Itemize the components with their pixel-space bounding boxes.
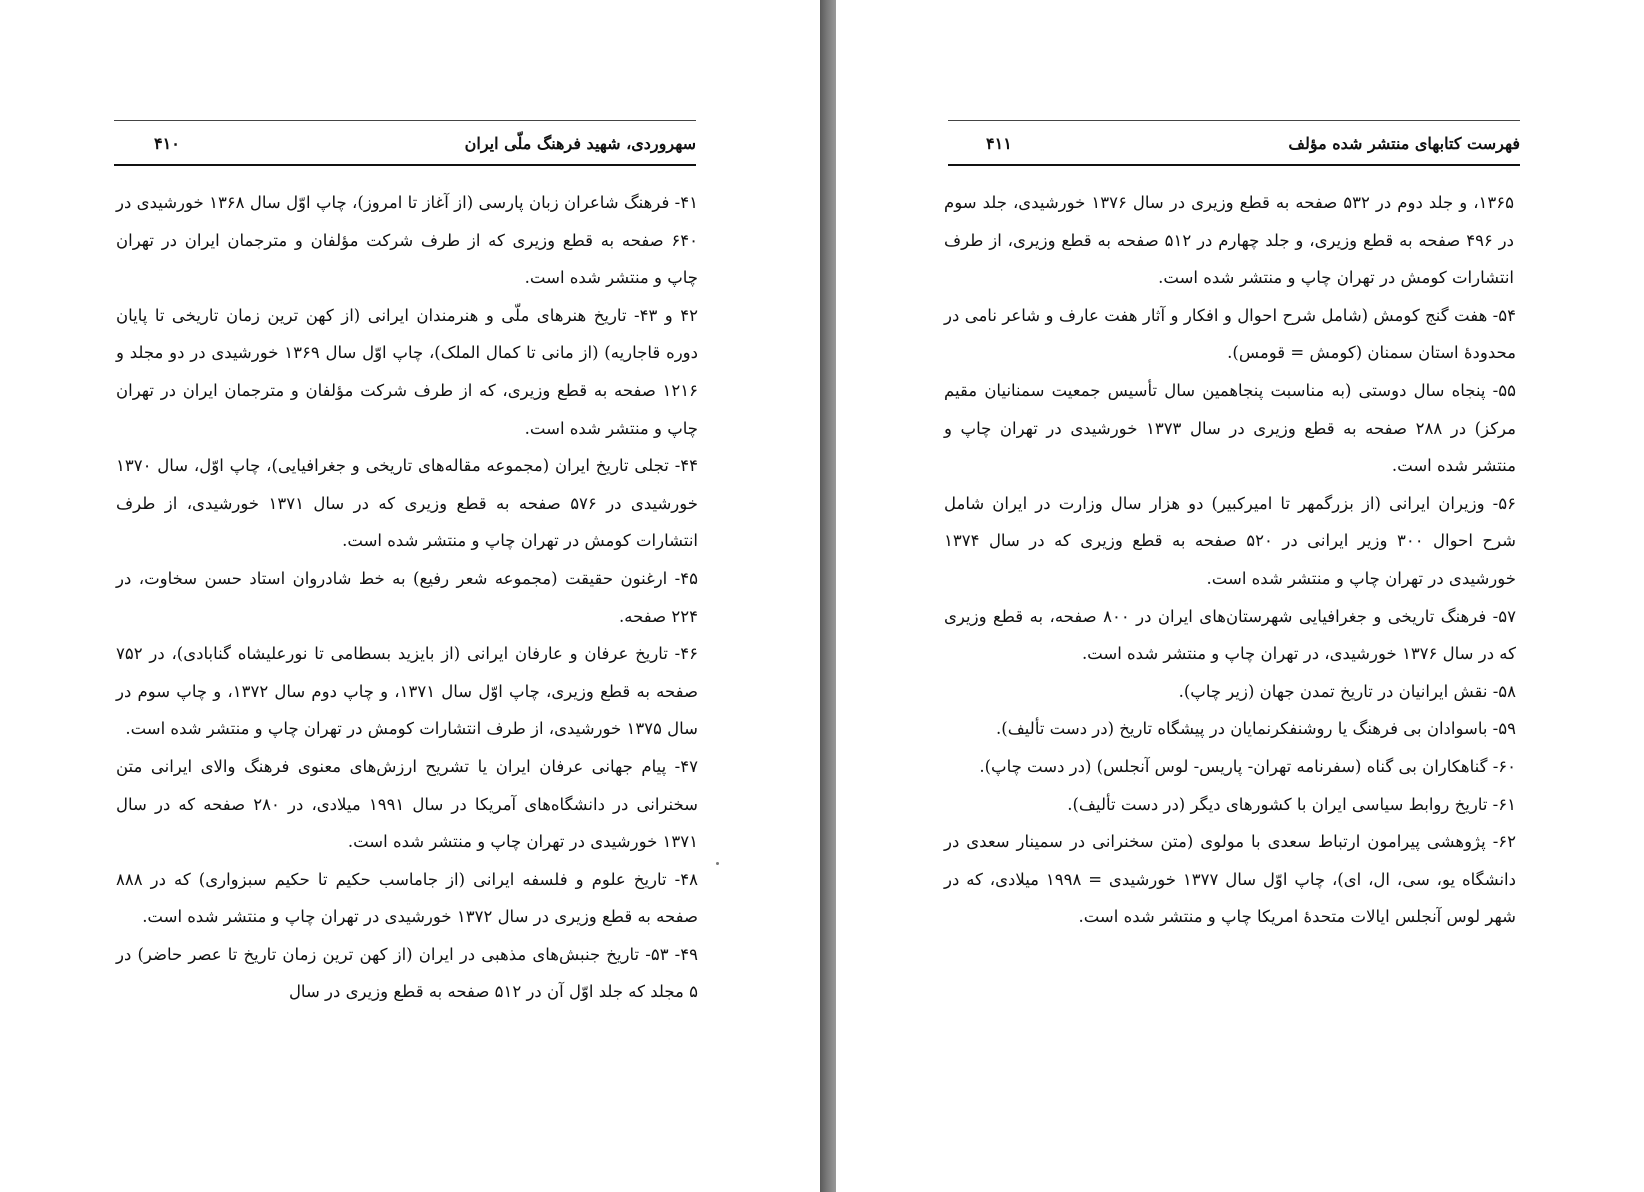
running-head-left: [114, 126, 696, 166]
bibliography-entry-61: ۶۱- تاریخ روابط سیاسی ایران با کشورهای دیگر (در دست تألیف).: [1067, 794, 1516, 814]
left-page: [0, 0, 820, 1192]
top-rule: [114, 120, 696, 121]
scan-speck: [716, 862, 719, 865]
book-gutter: [820, 0, 836, 1192]
bibliography-entry-55: ۵۵- پنجاه سال دوستی (به مناسبت پنجاهمین سال تأسیس جمعیت سمنانیان مقیم مرکز) در ۲۸۸ صفحه به قطع وزیری در سال ۱۳۷۳ خورشیدی در تهران چاپ و منتشر شده است.: [944, 380, 1516, 476]
page-number: ۴۱۱: [986, 134, 1012, 153]
running-head-title: فهرست کتابهای منتشر شده مؤلف: [1288, 134, 1520, 153]
bibliography-entry-56: ۵۶- وزیران ایرانی (از بزرگمهر تا امیرکبیر) دو هزار سال وزارت در ایران شامل شرح احوال ۳۰۰ وزیر ایرانی در ۵۲۰ صفحه به قطع وزیری که در سال ۱۳۷۴ خورشیدی در تهران چاپ و منتشر شده است.: [944, 493, 1516, 588]
running-head-title: سهروردی، شهید فرهنگ ملّی ایران: [464, 134, 696, 153]
bibliography-entry-54: ۵۴- هفت گنج کومش (شامل شرح احوال و افکار و آثار هفت عارف و شاعر نامی در محدودهٔ استان سمنان (کومش = قومس).: [944, 305, 1516, 363]
top-rule: [948, 120, 1520, 121]
right-page-body: [944, 184, 1516, 936]
bibliography-entry-45: ۴۵- ارغنون حقیقت (مجموعه شعر رفیع) به خط شادروان استاد حسن سخاوت، در ۲۲۴ صفحه.: [116, 568, 698, 626]
bibliography-entry-47: ۴۷- پیام جهانی عرفان ایران یا تشریح ارزش‌های معنوی فرهنگ والای ایرانی متن سخنرانی در دانشگاه‌های آمریکا در سال ۱۹۹۱ میلادی، در ۲۸۰ صفحه که در سال ۱۳۷۱ خورشیدی در تهران چاپ و منتشر شده است.: [116, 756, 698, 852]
bibliography-entry-41: ۴۱- فرهنگ شاعران زبان پارسی (از آغاز تا امروز)، چاپ اوّل سال ۱۳۶۸ خورشیدی در ۶۴۰ صفحه به قطع وزیری که از طرف شرکت مؤلفان و مترجمان ایران در تهران چاپ و منتشر شده است.: [116, 193, 698, 288]
bibliography-entry-46: ۴۶- تاریخ عرفان و عارفان ایرانی (از بایزید بسطامی تا نورعلیشاه گنابادی)، در ۷۵۲ صفحه به قطع وزیری، چاپ اوّل سال ۱۳۷۱، و چاپ دوم سال ۱۳۷۲، و چاپ سوم در سال ۱۳۷۵ خورشیدی، از طرف انتشارات کومش در تهران چاپ و منتشر شده است.: [116, 644, 698, 739]
bibliography-entry-44: ۴۴- تجلی تاریخ ایران (مجموعه مقاله‌های تاریخی و جغرافیایی)، چاپ اوّل، سال ۱۳۷۰ خورشیدی در ۵۷۶ صفحه به قطع وزیری که در سال ۱۳۷۱ خورشیدی، از طرف انتشارات کومش در تهران چاپ و منتشر شده است.: [116, 456, 698, 551]
running-head-right: [948, 126, 1520, 166]
bibliography-entry-62: ۶۲- پژوهشی پیرامون ارتباط سعدی با مولوی (متن سخنرانی در سمینار سعدی در دانشگاه یو، سی، ال، ای)، چاپ اوّل سال ۱۳۷۷ خورشیدی = ۱۹۹۸ میلادی، که در شهر لوس آنجلس ایالات متحدهٔ امریکا چاپ و منتشر شده است.: [944, 832, 1516, 927]
bibliography-entry-48: ۴۸- تاریخ علوم و فلسفه ایرانی (از جاماسب حکیم تا حکیم سبزواری) که در ۸۸۸ صفحه به قطع وزیری در سال ۱۳۷۲ خورشیدی در تهران چاپ و منتشر شده است.: [116, 869, 698, 927]
left-page-body: [116, 184, 698, 1011]
bibliography-entry-49-53: ۴۹- ۵۳- تاریخ جنبش‌های مذهبی در ایران (از کهن ترین زمان تاریخ تا عصر حاضر) در ۵ مجلد که جلد اوّل آن در ۵۱۲ صفحه به قطع وزیری در سال: [116, 944, 698, 1002]
bibliography-entry-42-43: ۴۲ و ۴۳- تاریخ هنرهای ملّی و هنرمندان ایرانی (از کهن ترین زمان تاریخی تا پایان دوره قاجاریه) (از مانی تا کمال الملک)، چاپ اوّل سال ۱۳۶۹ خورشیدی در دو مجلد و ۱۲۱۶ صفحه به قطع وزیری، که از طرف شرکت مؤلفان و مترجمان ایران در تهران چاپ و منتشر شده است.: [116, 305, 698, 438]
page-number: ۴۱۰: [154, 134, 180, 153]
bibliography-entry-58: ۵۸- نقش ایرانیان در تاریخ تمدن جهان (زیر چاپ).: [1178, 681, 1516, 701]
bibliography-entry-continuation: ۱۳۶۵، و جلد دوم در ۵۳۲ صفحه به قطع وزیری در سال ۱۳۷۶ خورشیدی، جلد سوم در ۴۹۶ صفحه به قطع وزیری، و جلد چهارم در ۵۱۲ صفحه به قطع وزیری، از طرف انتشارات کومش در تهران چاپ و منتشر شده است.: [944, 193, 1515, 288]
bibliography-entry-59: ۵۹- باسوادان بی فرهنگ یا روشنفکرنمایان در پیشگاه تاریخ (در دست تألیف).: [996, 719, 1516, 739]
right-page: [836, 0, 1644, 1192]
bibliography-entry-60: ۶۰- گناهکاران بی گناه (سفرنامه تهران- پاریس- لوس آنجلس) (در دست چاپ).: [979, 756, 1516, 776]
bibliography-entry-57: ۵۷- فرهنگ تاریخی و جغرافیایی شهرستان‌های ایران در ۸۰۰ صفحه، به قطع وزیری که در سال ۱۳۷۶ خورشیدی، در تهران چاپ و منتشر شده است.: [944, 606, 1516, 664]
